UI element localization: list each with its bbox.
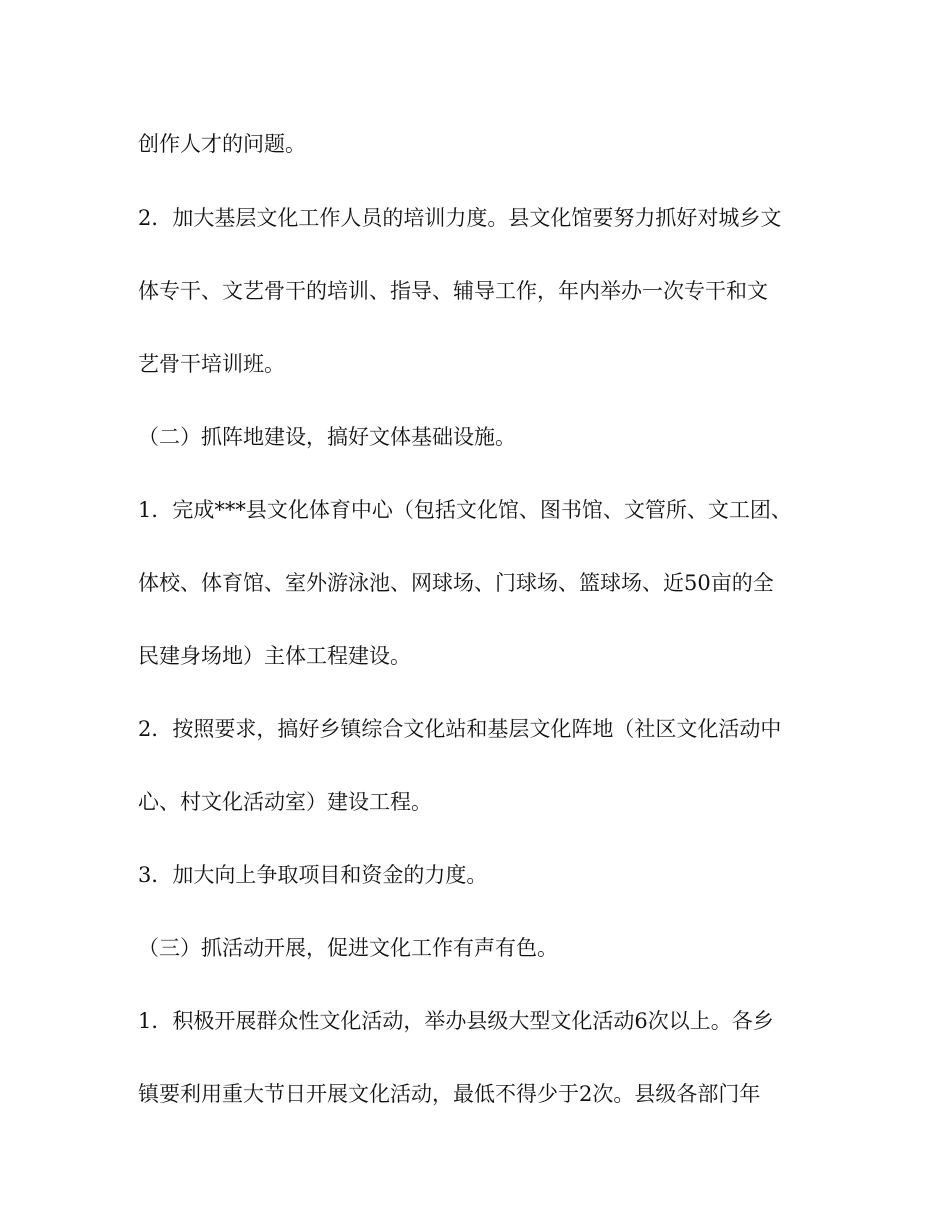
paragraph-line: 心、村文化活动室）建设工程。 (138, 790, 432, 814)
section-heading: （二）抓阵地建设，搞好文体基础设施。 (138, 425, 516, 449)
paragraph-line: 镇要利用重大节日开展文化活动，最低不得少于2次。县级各部门年 (138, 1082, 761, 1106)
paragraph-line: 创作人才的问题。 (138, 132, 306, 156)
paragraph-line: 民建身场地）主体工程建设。 (138, 644, 411, 668)
paragraph-line: 体专干、文艺骨干的培训、指导、辅导工作，年内举办一次专干和文 (138, 279, 768, 303)
paragraph-line: 体校、体育馆、室外游泳池、网球场、门球场、篮球场、近50亩的全 (138, 571, 774, 595)
paragraph-line: 艺骨干培训班。 (138, 352, 285, 376)
paragraph-line: 1．积极开展群众性文化活动，举办县级大型文化活动6次以上。各乡 (138, 1009, 774, 1033)
paragraph-line: 2．按照要求，搞好乡镇综合文化站和基层文化阵地（社区文化活动中 (138, 717, 782, 741)
paragraph-line: 3．加大向上争取项目和资金的力度。 (138, 863, 488, 887)
paragraph-line: 1．完成***县文化体育中心（包括文化馆、图书馆、文管所、文工团、 (138, 498, 792, 522)
section-heading: （三）抓活动开展，促进文化工作有声有色。 (138, 936, 558, 960)
paragraph-line: 2．加大基层文化工作人员的培训力度。县文化馆要努力抓好对城乡文 (138, 206, 782, 230)
